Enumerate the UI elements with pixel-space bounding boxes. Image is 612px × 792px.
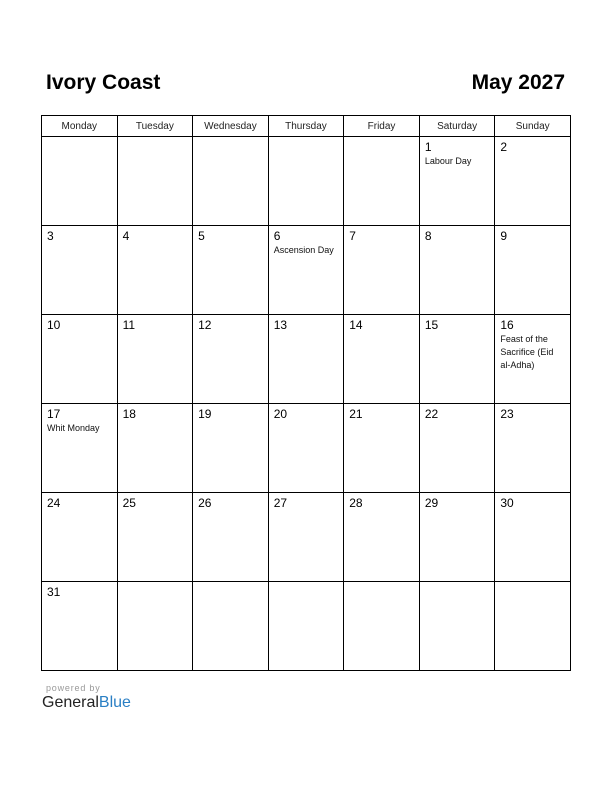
day-cell xyxy=(42,315,118,404)
day-cell xyxy=(495,404,571,493)
day-number: 8 xyxy=(424,229,432,243)
day-cell xyxy=(344,315,420,404)
day-number: 12 xyxy=(198,318,212,332)
calendar-grid xyxy=(41,115,571,671)
week-row xyxy=(42,493,571,582)
day-number: 10 xyxy=(47,318,61,332)
day-number: 21 xyxy=(349,407,363,421)
day-cell xyxy=(419,226,495,315)
day-cell xyxy=(117,137,193,226)
day-cell xyxy=(419,315,495,404)
day-cell xyxy=(344,493,420,582)
holiday-label: Whit Monday xyxy=(47,423,100,433)
day-cell xyxy=(42,582,118,671)
week-row xyxy=(42,404,571,493)
day-number: 27 xyxy=(273,496,288,510)
day-cell xyxy=(42,493,118,582)
day-cell xyxy=(419,404,495,493)
day-cell xyxy=(268,315,344,404)
day-cell xyxy=(117,315,193,404)
week-row xyxy=(42,226,571,315)
holiday-label: Ascension Day xyxy=(273,245,334,255)
day-cell xyxy=(193,315,269,404)
day-cell xyxy=(117,404,193,493)
day-number: 15 xyxy=(424,318,439,332)
day-cell xyxy=(495,582,571,671)
country-title: Ivory Coast xyxy=(46,71,161,94)
day-number: 9 xyxy=(500,229,508,243)
day-cell xyxy=(344,226,420,315)
day-number: 29 xyxy=(424,496,439,510)
day-cell xyxy=(419,493,495,582)
day-cell xyxy=(193,226,269,315)
weekday-thursday: Thursday xyxy=(268,116,344,137)
day-cell xyxy=(268,493,344,582)
day-number: 31 xyxy=(47,585,61,599)
day-number: 19 xyxy=(198,407,212,421)
day-number: 4 xyxy=(122,229,130,243)
day-number: 25 xyxy=(122,496,136,510)
logo-blue-text: Blue xyxy=(98,694,131,711)
day-cell xyxy=(117,582,193,671)
day-cell xyxy=(495,137,571,226)
week-row xyxy=(42,315,571,404)
day-number: 3 xyxy=(47,229,54,243)
powered-by-text: powered by xyxy=(46,683,101,693)
day-cell xyxy=(495,315,571,404)
day-number: 16 xyxy=(500,318,514,332)
day-number: 30 xyxy=(500,496,514,510)
day-cell xyxy=(495,226,571,315)
day-number: 5 xyxy=(198,229,205,243)
weekday-sunday: Sunday xyxy=(495,116,571,137)
weekday-wednesday: Wednesday xyxy=(193,116,269,137)
day-cell xyxy=(117,226,193,315)
day-number: 13 xyxy=(273,318,288,332)
day-cell xyxy=(268,582,344,671)
day-number: 24 xyxy=(47,496,61,510)
day-cell xyxy=(193,582,269,671)
day-cell xyxy=(42,404,118,493)
day-number: 6 xyxy=(273,229,281,243)
day-number: 11 xyxy=(122,318,136,332)
holiday-label: Feast of the Sacrifice (Eid al-Adha) xyxy=(500,334,554,370)
day-cell xyxy=(268,226,344,315)
day-number: 23 xyxy=(500,407,514,421)
day-number: 1 xyxy=(424,140,432,154)
day-cell xyxy=(42,137,118,226)
day-number: 7 xyxy=(349,229,356,243)
weekday-tuesday: Tuesday xyxy=(117,116,193,137)
day-number: 26 xyxy=(198,496,212,510)
day-number: 14 xyxy=(349,318,363,332)
weekday-header-row xyxy=(42,116,571,137)
day-cell xyxy=(193,493,269,582)
day-cell xyxy=(268,137,344,226)
holiday-label: Labour Day xyxy=(424,156,472,166)
day-number: 2 xyxy=(500,140,508,154)
day-cell xyxy=(193,404,269,493)
day-cell xyxy=(344,404,420,493)
day-cell xyxy=(193,137,269,226)
day-number: 22 xyxy=(424,407,439,421)
logo-general-text: General xyxy=(42,694,99,711)
weekday-saturday: Saturday xyxy=(419,116,495,137)
day-cell xyxy=(419,137,495,226)
weekday-friday: Friday xyxy=(344,116,420,137)
day-number: 28 xyxy=(349,496,363,510)
day-cell xyxy=(268,404,344,493)
day-cell xyxy=(344,137,420,226)
day-cell xyxy=(344,582,420,671)
day-number: 18 xyxy=(122,407,136,421)
day-number: 20 xyxy=(273,407,288,421)
day-cell xyxy=(117,493,193,582)
day-cell xyxy=(419,582,495,671)
generalblue-logo xyxy=(42,694,131,712)
month-year-title: May 2027 xyxy=(471,71,565,94)
day-number: 17 xyxy=(47,407,61,421)
week-row xyxy=(42,137,571,226)
week-row xyxy=(42,582,571,671)
weekday-monday: Monday xyxy=(42,116,118,137)
day-cell xyxy=(495,493,571,582)
day-cell xyxy=(42,226,118,315)
